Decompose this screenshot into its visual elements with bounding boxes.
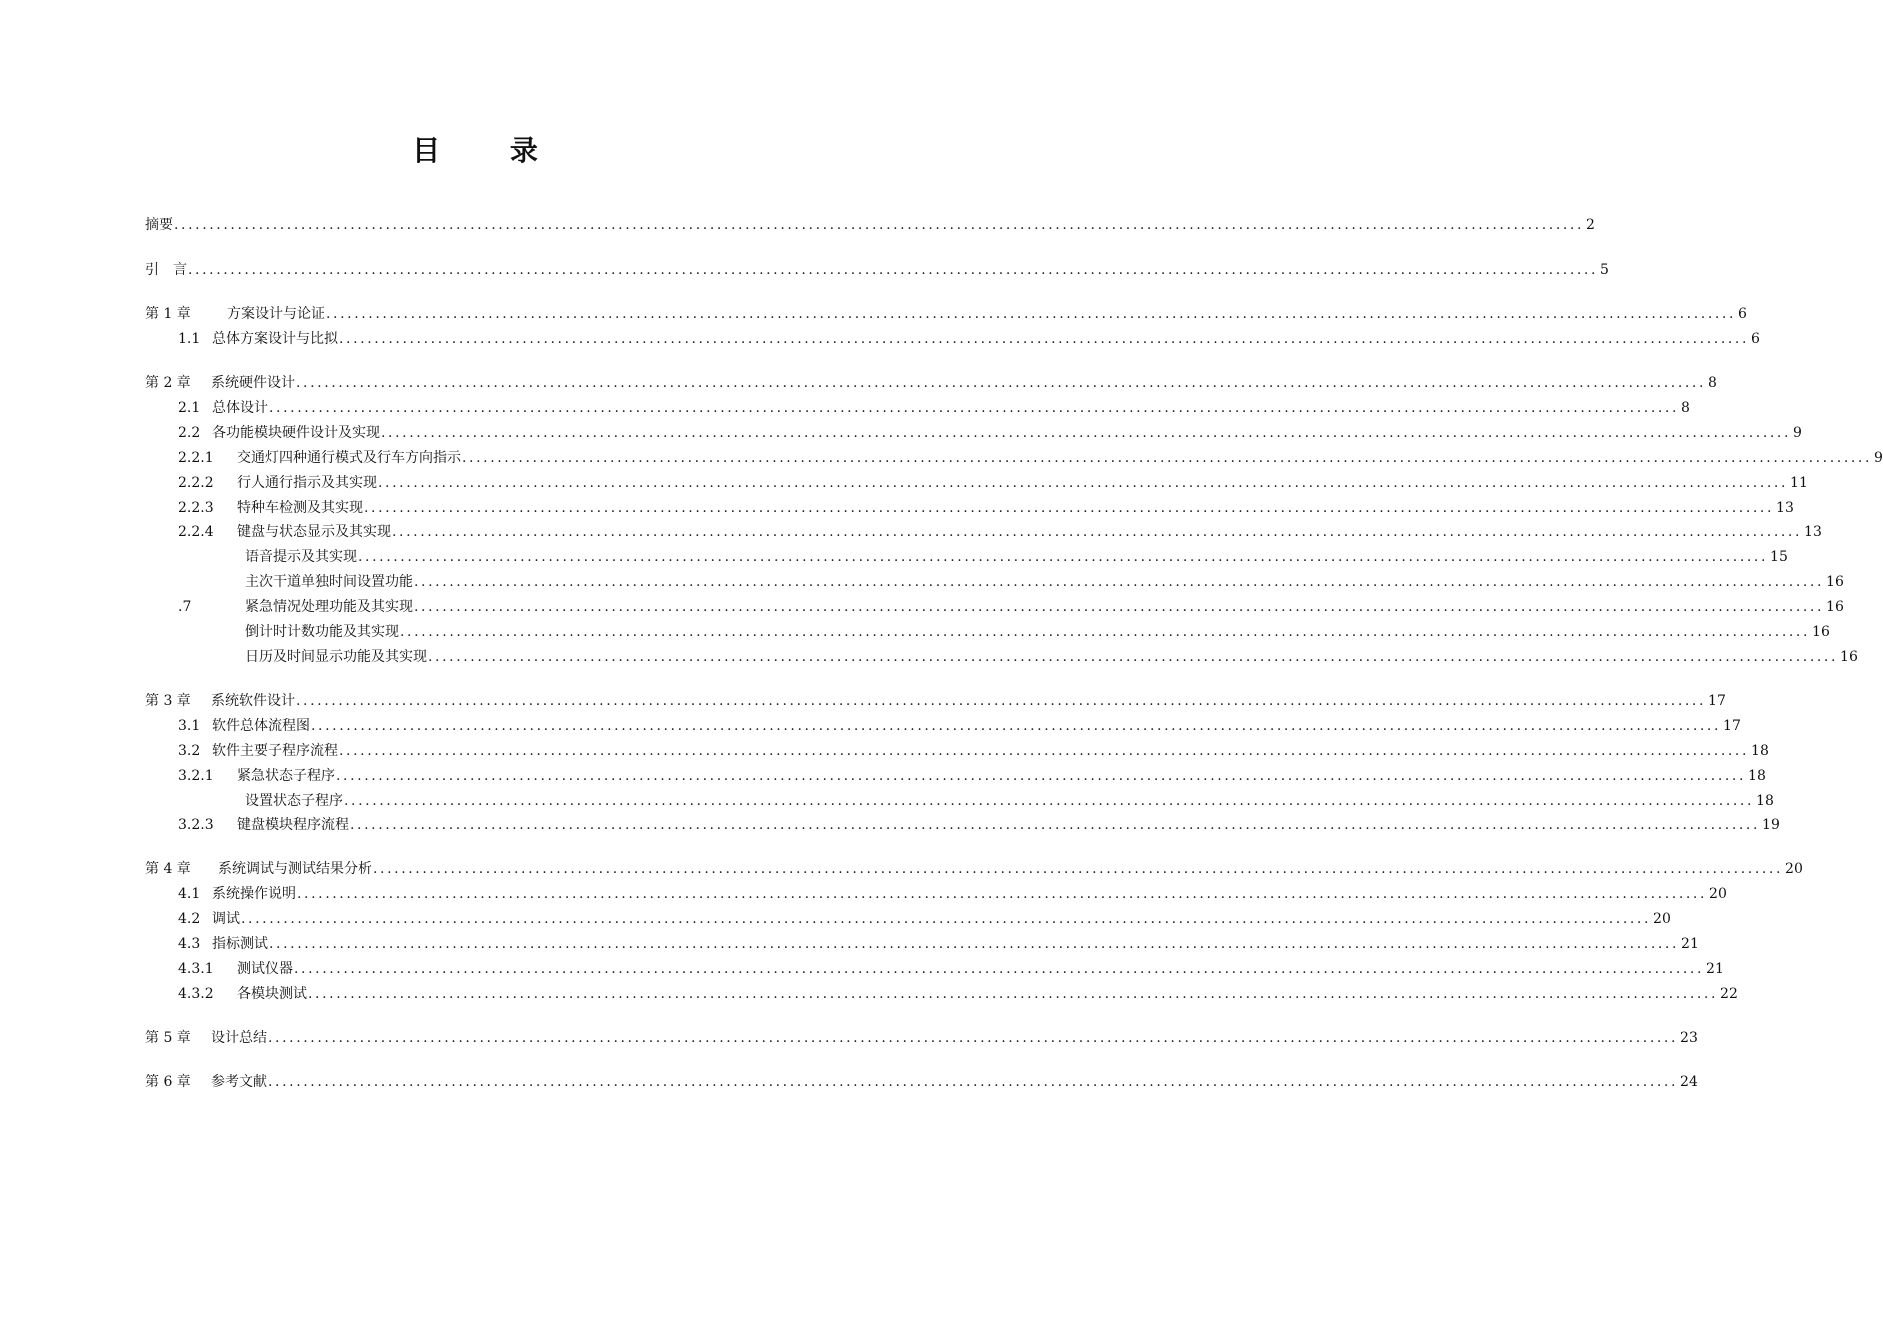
- toc-entry[interactable]: [145, 304, 1747, 324]
- toc-entry[interactable]: [178, 448, 1883, 468]
- toc-entry-title: 语音提示及其实现: [245, 549, 357, 565]
- toc-entry-page: 6: [1751, 331, 1760, 347]
- toc-entry-leader: ........................................................................................................................................................................................................: [358, 549, 1769, 565]
- toc-entry-page: 20: [1785, 861, 1803, 877]
- toc-entry[interactable]: [178, 766, 1766, 786]
- toc-entry-page: 11: [1790, 475, 1808, 491]
- toc-entry-leader: ........................................................................................................................................................................................................: [400, 624, 1811, 640]
- toc-entry-title: 键盘模块程序流程: [237, 817, 349, 833]
- toc-entry-number: 2.2.3: [178, 500, 214, 516]
- toc-entry-title: 行人通行指示及其实现: [237, 475, 377, 491]
- toc-entry-page: 18: [1751, 743, 1769, 759]
- toc-entry-number: 4.1: [178, 886, 201, 902]
- toc-entry-number: 1.1: [178, 331, 201, 347]
- toc-entry-page: 13: [1804, 524, 1822, 540]
- toc-entry-leader: ........................................................................................................................................................................................................: [174, 217, 1585, 233]
- toc-entry-number: 第 4 章: [145, 861, 191, 877]
- toc-entry-title: 引 言: [145, 262, 187, 278]
- toc-entry-number: 第 3 章: [145, 693, 191, 709]
- toc-entry[interactable]: [178, 934, 1699, 954]
- toc-entry[interactable]: [145, 373, 1717, 393]
- toc-entry-number: 3.1: [178, 718, 201, 734]
- toc-entry-title: 软件总体流程图: [212, 718, 310, 734]
- toc-entry-title: 键盘与状态显示及其实现: [237, 524, 391, 540]
- toc-entry-number: 2.2: [178, 425, 201, 441]
- toc-entry-number: 第 5 章: [145, 1030, 191, 1046]
- toc-entry-number: 2.2.2: [178, 475, 214, 491]
- toc-entry-leader: ........................................................................................................................................................................................................: [269, 400, 1680, 416]
- toc-entry[interactable]: [178, 884, 1727, 904]
- toc-entry[interactable]: [178, 597, 1844, 617]
- toc-entry-title: 方案设计与论证: [227, 306, 325, 322]
- toc-entry-page: 13: [1776, 500, 1794, 516]
- toc-entry-title: 设置状态子程序: [245, 793, 343, 809]
- toc-entry-number: 第 6 章: [145, 1074, 191, 1090]
- toc-entry[interactable]: [245, 622, 1830, 642]
- toc-entry[interactable]: [245, 572, 1844, 592]
- toc-entry-title: 系统软件设计: [211, 693, 295, 709]
- toc-entry-page: 9: [1793, 425, 1802, 441]
- toc-entry-leader: ........................................................................................................................................................................................................: [326, 306, 1737, 322]
- toc-entry-title: 倒计时计数功能及其实现: [245, 624, 399, 640]
- toc-entry-number: 3.2.3: [178, 817, 214, 833]
- toc-entry-leader: ........................................................................................................................................................................................................: [297, 886, 1708, 902]
- toc-entry-title: 各功能模块硬件设计及实现: [212, 425, 380, 441]
- toc-entry-page: 9: [1874, 450, 1883, 466]
- toc-entry-title: 参考文献: [211, 1074, 267, 1090]
- toc-entry-number: .7: [178, 599, 192, 615]
- toc-entry[interactable]: [178, 959, 1724, 979]
- toc-entry-leader: ........................................................................................................................................................................................................: [344, 793, 1755, 809]
- toc-entry[interactable]: [178, 716, 1741, 736]
- toc-entry-page: 17: [1723, 718, 1741, 734]
- toc-entry-leader: ........................................................................................................................................................................................................: [296, 375, 1707, 391]
- toc-entry[interactable]: [178, 741, 1769, 761]
- toc-entry-number: 4.2: [178, 911, 201, 927]
- toc-entry-leader: ........................................................................................................................................................................................................: [414, 599, 1825, 615]
- toc-entry-number: 4.3: [178, 936, 201, 952]
- toc-entry[interactable]: [178, 909, 1671, 929]
- toc-entry-title: 指标测试: [212, 936, 268, 952]
- toc-entry-title: 日历及时间显示功能及其实现: [245, 649, 427, 665]
- toc-entry-title: 系统操作说明: [212, 886, 296, 902]
- toc-entry-leader: ........................................................................................................................................................................................................: [308, 986, 1719, 1002]
- toc-entry-title: 主次干道单独时间设置功能: [245, 574, 413, 590]
- toc-entry-page: 16: [1826, 599, 1844, 615]
- page-title-text: 目 录: [412, 134, 568, 167]
- toc-entry[interactable]: [145, 1072, 1698, 1092]
- toc-entry-title: 特种车检测及其实现: [237, 500, 363, 516]
- toc-entry[interactable]: [145, 859, 1803, 879]
- toc-entry-title: 系统调试与测试结果分析: [218, 861, 372, 877]
- toc-entry-leader: ........................................................................................................................................................................................................: [339, 743, 1750, 759]
- toc-entry-number: 3.2.1: [178, 768, 214, 784]
- toc-entry[interactable]: [178, 815, 1780, 835]
- toc-entry-title: 总体方案设计与比拟: [212, 331, 338, 347]
- toc-entry[interactable]: [245, 647, 1858, 667]
- toc-entry-page: 17: [1708, 693, 1726, 709]
- toc-entry-number: 第 2 章: [145, 375, 191, 391]
- toc-entry-leader: ........................................................................................................................................................................................................: [294, 961, 1705, 977]
- toc-entry-number: 4.3.1: [178, 961, 214, 977]
- toc-entry-leader: ........................................................................................................................................................................................................: [381, 425, 1792, 441]
- toc-entry-leader: ........................................................................................................................................................................................................: [339, 331, 1750, 347]
- toc-entry-title: 设计总结: [211, 1030, 267, 1046]
- toc-entry-number: 2.2.1: [178, 450, 214, 466]
- toc-entry-leader: ........................................................................................................................................................................................................: [373, 861, 1784, 877]
- toc-entry-title: 总体设计: [212, 400, 268, 416]
- toc-entry-leader: ........................................................................................................................................................................................................: [414, 574, 1825, 590]
- toc-entry-title: 调试: [212, 911, 240, 927]
- toc-entry[interactable]: [178, 498, 1794, 518]
- toc-entry[interactable]: [145, 691, 1726, 711]
- toc-entry-leader: ........................................................................................................................................................................................................: [269, 936, 1680, 952]
- toc-entry-page: 18: [1756, 793, 1774, 809]
- toc-entry-page: 16: [1840, 649, 1858, 665]
- toc-entry-page: 16: [1826, 574, 1844, 590]
- toc-entry-title: 交通灯四种通行模式及行车方向指示: [237, 450, 461, 466]
- toc-entry-number: 3.2: [178, 743, 201, 759]
- toc-entry-page: 20: [1709, 886, 1727, 902]
- toc-entry-page: 6: [1738, 306, 1747, 322]
- toc-entry-leader: ........................................................................................................................................................................................................: [296, 693, 1707, 709]
- toc-entry-number: 第 1 章: [145, 306, 191, 322]
- toc-entry-page: 20: [1653, 911, 1671, 927]
- toc-entry-leader: ........................................................................................................................................................................................................: [378, 475, 1789, 491]
- toc-entry-page: 16: [1812, 624, 1830, 640]
- toc-entry-leader: ........................................................................................................................................................................................................: [268, 1074, 1679, 1090]
- toc-entry-page: 21: [1706, 961, 1724, 977]
- toc-entry-page: 18: [1748, 768, 1766, 784]
- toc-entry-title: 紧急情况处理功能及其实现: [245, 599, 413, 615]
- toc-entry-leader: ........................................................................................................................................................................................................: [428, 649, 1839, 665]
- toc-entry-title: 系统硬件设计: [211, 375, 295, 391]
- toc-entry[interactable]: [178, 473, 1808, 493]
- toc-entry-title: 各模块测试: [237, 986, 307, 1002]
- toc-entry[interactable]: [245, 547, 1788, 567]
- toc-entry-leader: ........................................................................................................................................................................................................: [188, 262, 1599, 278]
- toc-entry-page: 19: [1762, 817, 1780, 833]
- toc-entry-leader: ........................................................................................................................................................................................................: [364, 500, 1775, 516]
- toc-entry-title: 测试仪器: [237, 961, 293, 977]
- toc-entry-title: 软件主要子程序流程: [212, 743, 338, 759]
- toc-entry[interactable]: [178, 984, 1738, 1004]
- toc-entry[interactable]: [145, 215, 1595, 235]
- toc-entry-number: 4.3.2: [178, 986, 214, 1002]
- toc-entry-leader: ........................................................................................................................................................................................................: [392, 524, 1803, 540]
- toc-entry-page: 23: [1680, 1030, 1698, 1046]
- toc-entry-title: 紧急状态子程序: [237, 768, 335, 784]
- toc-entry-page: 8: [1681, 400, 1690, 416]
- toc-entry-leader: ........................................................................................................................................................................................................: [241, 911, 1652, 927]
- toc-entry[interactable]: [178, 398, 1690, 418]
- toc-entry-page: 2: [1586, 217, 1595, 233]
- toc-entry-page: 15: [1770, 549, 1788, 565]
- toc-entry-page: 22: [1720, 986, 1738, 1002]
- toc-entry-leader: ........................................................................................................................................................................................................: [462, 450, 1873, 466]
- toc-entry[interactable]: [178, 329, 1760, 349]
- toc-entry-number: 2.2.4: [178, 524, 214, 540]
- toc-entry-leader: ........................................................................................................................................................................................................: [336, 768, 1747, 784]
- toc-entry[interactable]: [178, 423, 1802, 443]
- toc-entry-page: 5: [1600, 262, 1609, 278]
- toc-entry[interactable]: [145, 1028, 1698, 1048]
- toc-entry-page: 8: [1708, 375, 1717, 391]
- toc-entry-leader: ........................................................................................................................................................................................................: [350, 817, 1761, 833]
- toc-entry[interactable]: [178, 522, 1822, 542]
- toc-entry-page: 24: [1680, 1074, 1698, 1090]
- toc-entry-number: 2.1: [178, 400, 201, 416]
- toc-entry[interactable]: [245, 791, 1774, 811]
- toc-entry-leader: ........................................................................................................................................................................................................: [311, 718, 1722, 734]
- toc-entry-leader: ........................................................................................................................................................................................................: [268, 1030, 1679, 1046]
- toc-entry-title: 摘要: [145, 217, 173, 233]
- toc-entry[interactable]: [145, 260, 1609, 280]
- toc-entry-page: 21: [1681, 936, 1699, 952]
